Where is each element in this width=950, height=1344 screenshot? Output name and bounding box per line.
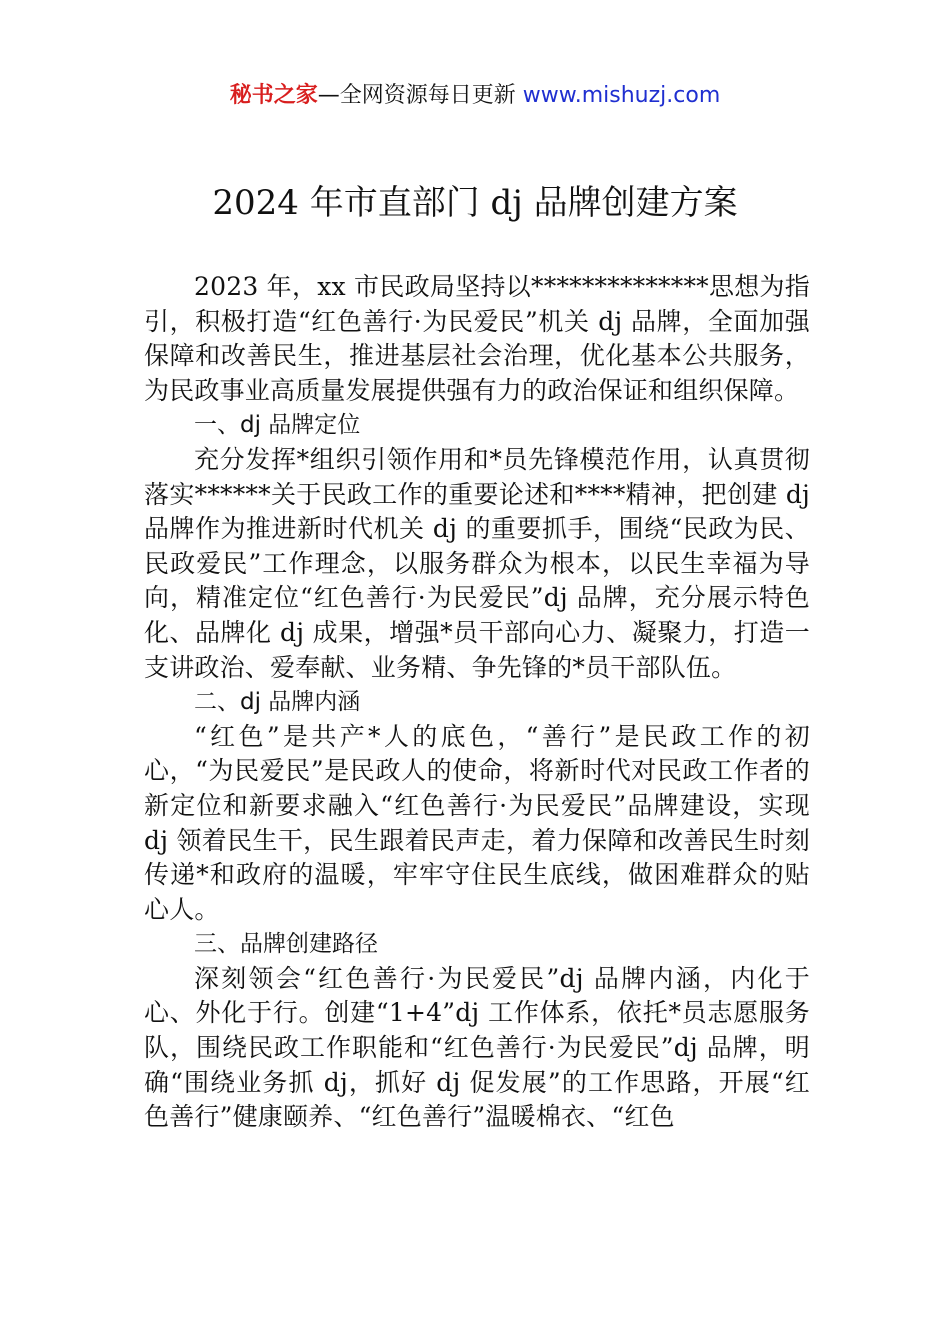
site-brand: 秘书之家: [229, 83, 318, 108]
site-tagline: —全网资源每日更新: [317, 83, 523, 108]
section-heading-positioning: 一、dj 品牌定位: [194, 412, 361, 439]
site-header: [0, 80, 950, 112]
intro-paragraph: 2023 年，xx 市民政局坚持以**************思想为指引，积极打造“红色善行·为民爱民”机关 dj 品牌，全面加强保障和改善民生，推进基层社会治理，优化基本公共服务，为民政事业高质量发展提供强有力的政治保证和组织保障。: [144, 272, 810, 405]
site-url-link[interactable]: www.mishuzj.com: [522, 83, 721, 108]
section-paragraph-connotation: “红色”是共产*人的底色，“善行”是民政工作的初心，“为民爱民”是民政人的使命，将新时代对民政工作者的新定位和新要求融入“红色善行·为民爱民”品牌建设，实现 dj 领着民生干，民生跟着民声走，着力保障和改善民生时刻传递*和政府的温暖，牢牢守住民生底线，做困难群众的贴心人。: [144, 721, 810, 924]
document-body: [144, 270, 810, 1135]
document-title: 2024 年市直部门 dj 品牌创建方案: [212, 183, 738, 223]
section-paragraph-positioning: 充分发挥*组织引领作用和*员先锋模范作用，认真贯彻落实******关于民政工作的重要论述和****精神，把创建 dj 品牌作为推进新时代机关 dj 的重要抓手，围绕“民政为民、民政爱民”工作理念，以服务群众为根本，以民生幸福为导向，精准定位“红色善行·为民爱民”dj 品牌，充分展示特色化、品牌化 dj 成果，增强*员干部向心力、凝聚力，打造一支讲政治、爱奉献、业务精、争先锋的*员干部队伍。: [144, 444, 810, 682]
section-heading-path: 三、品牌创建路径: [194, 931, 378, 958]
section-heading-connotation: 二、dj 品牌内涵: [194, 689, 361, 716]
section-paragraph-path: 深刻领会“红色善行·为民爱民”dj 品牌内涵，内化于心、外化于行。创建“1+4”dj 工作体系，依托*员志愿服务队，围绕民政工作职能和“红色善行·为民爱民”dj 品牌，明确“围绕业务抓 dj，抓好 dj 促发展”的工作思路，开展“红色善行”健康颐养、“红色善行”温暖棉衣、“红色: [144, 963, 810, 1132]
